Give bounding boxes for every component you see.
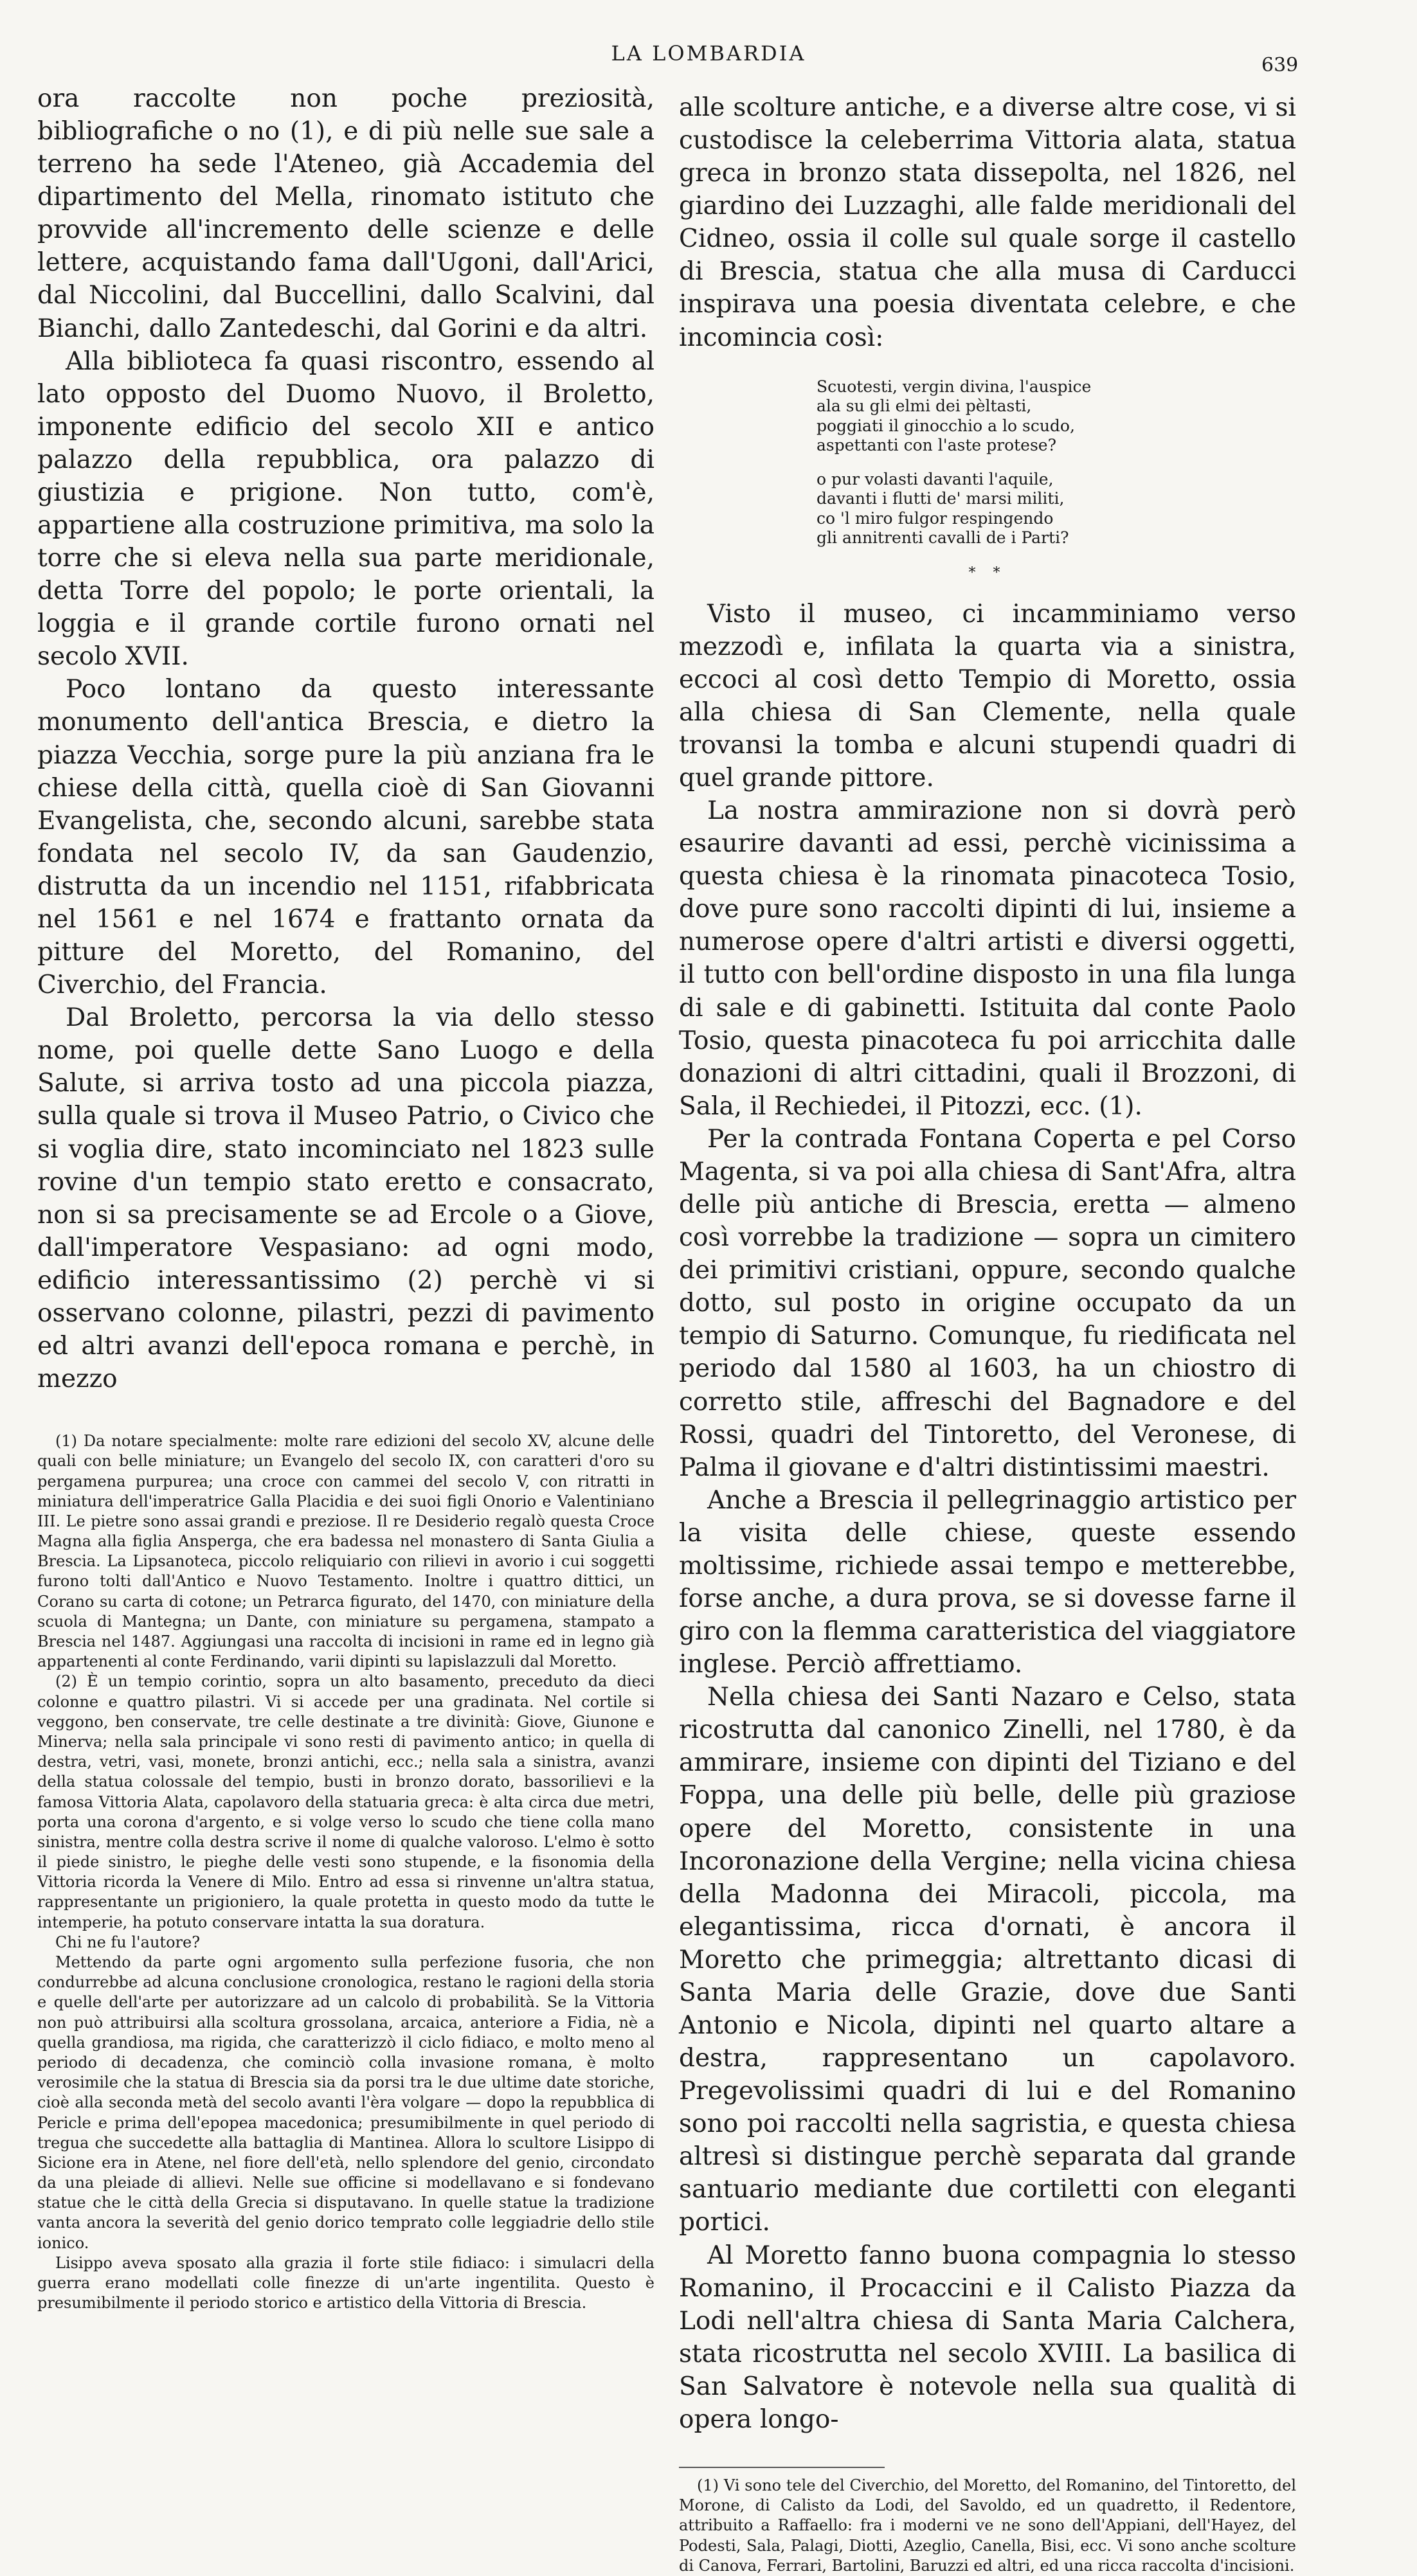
poem-line: co 'l miro fulgor respingendo (817, 508, 1054, 528)
paragraph-calchera: Al Moretto fanno buona compagnia lo stesso Romanino, il Procaccini e il Calisto Piazza da Lodi nell'altra chiesa di Santa Maria Calchera, stata ricostrutta nel secolo XVIII. La basilica di San Salvatore è notevole nella sua qualità di opera longo- (679, 2241, 1296, 2434)
poem-line: o pur volasti davanti l'aquile, (817, 469, 1054, 488)
poem-line: poggiati il ginocchio a lo scudo, (817, 416, 1075, 435)
poem-line: Scuotesti, vergin divina, l'auspice (817, 377, 1092, 396)
footnote-1: (1) Da notare specialmente: molte rare edizioni del secolo XV, alcune delle quali con belle miniature; un Evangelo del secolo IX, con caratteri d'oro su pergamena purpurea; una croce con cammei del secolo V, con ritratti in miniatura dell'imperatrice Galla Placidia e dei suoi figli Onorio e Valentiniano III. Le pietre sono assai grandi e preziose. Il re Desiderio regalò questa Croce Magna alla figlia Ansperga, che era badessa nel monastero di Santa Giulia a Brescia. La Lipsanoteca, piccolo reliquiario con rilievi in avorio i cui soggetti furono tolti dall'Antico e Nuovo Testamento. Inoltre i quattro dittici, un Corano su carta di cotone; un Petrarca figurato, del 1470, con miniature della scuola di Mantegna; un Dante, con miniature su pergamena, stampato a Brescia nel 1487. Aggiungasi una raccolta di incisioni in rame ed in legno già appartenenti al conte Ferdinando, varii dipinti su lapislazzuli dal Moretto. (37, 1432, 654, 1671)
running-head: LA LOMBARDIA (611, 41, 806, 66)
poem-line: aspettanti con l'aste protese? (817, 436, 1056, 455)
paragraph-san-clemente: Visto il museo, ci incamminiamo verso mezzodì e, infilata la quarta via a sinistra, eccoci al così detto Tempio di Moretto, ossia alla chiesa di San Clemente, nella quale trovansi la tomba e alcuni stupendi quadri di quel grande pittore. (679, 599, 1296, 793)
poem-stanza (817, 470, 1296, 548)
page-number: 639 (1261, 54, 1299, 76)
paragraph-san-giovanni: Poco lontano da questo interessante monumento dell'antica Brescia, e dietro la piazza Vecchia, sorge pure la più anziana fra le chiese della città, quella cioè di San Giovanni Evangelista, che, secondo alcuni, sarebbe stata fondata nel secolo IV, da san Gaudenzio, distrutta da un incendio nel 1151, rifabbricata nel 1561 e nel 1674 e frattanto ornata da pitture del Moretto, del Romanino, del Civerchio, del Francia. (37, 675, 654, 1000)
left-column (37, 82, 654, 2313)
right-column (679, 91, 1296, 2576)
left-footnotes (37, 1431, 654, 2313)
paragraph-pinacoteca-tosio: La nostra ammirazione non si dovrà però esaurire davanti ad essi, perchè vicinissima a questa chiesa è la rinomata pinacoteca Tosio, dove pure sono raccolti dipinti di lui, insieme a numerose opere d'altri artisti e diversi oggetti, il tutto con bell'ordine disposto in una fila lunga di sale e di gabinetti. Istituita dal conte Paolo Tosio, questa pinacoteca fu poi arricchita dalle donazioni di altri cittadini, quali il Brozzoni, di Sala, il Rechiedei, il Pitozzi, ecc. (1). (679, 796, 1296, 1121)
footnote-question: Chi ne fu l'autore? (55, 1933, 201, 1951)
poem-line: gli annitrenti cavalli de i Parti? (817, 528, 1069, 548)
footnote-2: (2) È un tempio corintio, sopra un alto basamento, preceduto da dieci colonne e quattro pilastri. Vi si accede per una gradinata. Nel cortile si veggono, ben conservate, tre celle destinate a tre divinità: Giove, Giunone e Minerva; nella sala principale vi sono resti di pavimento antico; in quella di destra, vetri, vasi, monete, bronzi antichi, ecc.; nella sala a sinistra, avanzi della statua colossale del tempio, busti in bronzo dorato, bassorilievi e la famosa Vittoria Alata, capolavoro della statuaria greca: è alta circa due metri, porta una corona d'argento, e si volge verso lo scudo che tiene colla mano sinistra, mentre colla destra scrive il nome di qualche valoroso. L'elmo è sotto il piede sinistro, le pieghe delle vesti sono stupende, e la fisonomia della Vittoria ricorda la Venere di Milo. Entro ad essa si rinvenne un'altra statua, rappresentante un prigioniero, la quale protetta in questo modo da tutte le intemperie, ha potuto conservare intatta la sua doratura. (37, 1672, 654, 1931)
paragraph-nazaro-celso: Nella chiesa dei Santi Nazaro e Celso, stata ricostrutta dal canonico Zinelli, nel 1780, è da ammirare, insieme con dipinti del Tiziano e del Foppa, una delle più belle, delle più graziose opere del Moretto, consistente in una Incoronazione della Vergine; nella vicina chiesa della Madonna dei Miracoli, piccola, ma elegantissima, ricca d'ornati, è ancora il Moretto che primeggia; altrettanto dicasi di Santa Maria delle Grazie, dove due Santi Antonio e Nicola, dipinti nel quarto altare a destra, rappresentano un capolavoro. Pregevolissimi quadri di lui e del Romanino sono poi raccolti nella sagristia, e questa chiesa altresì si distingue perchè separata dal grande santuario mediante due cortiletti con eleganti portici. (679, 1683, 1296, 2237)
footnote-pinacoteca: (1) Vi sono tele del Civerchio, del Moretto, del Romanino, del Tintoretto, del Morone, di Calisto da Lodi, del Savoldo, ed un quadretto, il Redentore, attribuito a Raffaello: fra i moderni ve ne sono dell'Appiani, dell'Hayez, del Podesti, Sala, Palagi, Diotti, Azeglio, Canella, Bisi, ecc. Vi sono anche scolture di Canova, Ferrari, Bartolini, Baruzzi ed altri, ed una ricca raccolta d'incisioni. (679, 2476, 1296, 2575)
paragraph-athenaeum: ora raccolte non poche preziosità, bibliografiche o no (1), e di più nelle sue sale a terreno ha sede l'Ateneo, già Accademia del dipartimento del Mella, rinomato istituto che provvide all'incremento delle scienze e delle lettere, acquistando fama dall'Ugoni, dall'Arici, dal Niccolini, dal Buccellini, dallo Scalvini, dal Bianchi, dallo Zantedeschi, dal Gorini e da altri. (37, 84, 654, 343)
paragraph-vittoria-alata: alle scolture antiche, e a diverse altre cose, vi si custodisce la celeberrima Vittoria alata, statua greca in bronzo stata dissepolta, nel 1826, nel giardino dei Luzzaghi, alle falde meridionali del Cidneo, ossia il colle sul quale sorge il castello di Brescia, statua che alla musa di Carducci inspirava una poesia diventata celebre, e che incomincia così: (679, 93, 1296, 352)
poem-line: ala su gli elmi dei pèltasti, (817, 397, 1032, 416)
paragraph-pellegrinaggio: Anche a Brescia il pellegrinaggio artistico per la visita delle chiese, queste essendo moltissime, richiede assai tempo e metterebbe, forse anche, a dura prova, se si dovesse farne il giro con la flemma caratteristica del viaggiatore inglese. Perciò affrettiamo. (679, 1485, 1296, 1679)
footnote-authorship: Mettendo da parte ogni argomento sulla perfezione fusoria, che non condurrebbe ad alcuna conclusione cronologica, restano le ragioni della storia e quelle dell'arte per autorizzare ad un calcolo di probabilità. Se la Vittoria non può attribuirsi alla scoltura grossolana, arcaica, anteriore a Fidia, nè a quella grandiosa, ma rigida, che caratterizzò il ciclo fidiaco, e molto meno al periodo di decadenza, che cominciò colla invasione romana, è molto verosimile che la statua di Brescia sia da porsi tra le due ultime date storiche, cioè alla seconda metà del secolo avanti l'èra volgare — dopo la repubblica di Pericle e prima dell'epopea macedonica; presumibilmente in quel periodo di tregua che succedette alla battaglia di Mantinea. Allora lo scultore Lisippo di Sicione era in Atene, nel fiore dell'età, nello splendore del genio, circondato da una pleiade di allievi. Nelle sue officine si modellavano e si fondevano statue che le città della Grecia si disputavano. In quelle statue la tradizione vanta ancora la severità del genio dorico temprato colle leggiadrie dello stile ionico. (37, 1953, 654, 2252)
footnote-rule (679, 2467, 885, 2468)
poem-quotation (817, 377, 1296, 548)
poem-stanza (817, 377, 1296, 456)
footnote-lisippo: Lisippo aveva sposato alla grazia il forte stile fidiaco: i simulacri della guerra erano modellati colle finezze di un'arte ingentilita. Questo è presumibilmente il periodo storico e artistico della Vittoria di Brescia. (37, 2253, 654, 2312)
paragraph-museo-patrio: Dal Broletto, percorsa la via dello stesso nome, poi quelle dette Sano Luogo e della Salute, si arriva tosto ad una piccola piazza, sulla quale si trova il Museo Patrio, o Civico che si voglia dire, stato incominciato nel 1823 sulle rovine d'un tempio stato eretto e consacrato, non si sa precisamente se ad Ercole o a Giove, dall'imperatore Vespasiano: ad ogni modo, edificio interessantissimo (2) perchè vi si osservano colonne, pilastri, pezzi di pavimento ed altri avanzi dell'epoca romana e perchè, in mezzo (37, 1003, 654, 1394)
section-separator: * * (968, 564, 1007, 581)
paragraph-sant-afra: Per la contrada Fontana Coperta e pel Corso Magenta, si va poi alla chiesa di Sant'Afra, altra delle più antiche di Brescia, eretta — almeno così vorrebbe la tradizione — sopra un cimitero dei primitivi cristiani, oppure, secondo qualche dotto, sul posto in origine occupato da un tempio di Saturno. Comunque, fu riedificata nel periodo dal 1580 al 1603, ha un chiostro di corretto stile, affreschi del Bagnadore e del Rossi, quadri del Tintoretto, del Veronese, di Palma il giovane e d'altri distintissimi maestri. (679, 1124, 1296, 1482)
poem-line: davanti i flutti de' marsi militi, (817, 489, 1065, 508)
paragraph-broletto: Alla biblioteca fa quasi riscontro, essendo al lato opposto del Duomo Nuovo, il Broletto, imponente edificio del secolo XII e antico palazzo della repubblica, ora palazzo di giustizia e prigione. Non tutto, com'è, appartiene alla costruzione primitiva, ma solo la torre che si eleva nella sua parte meridionale, detta Torre del popolo; le porte orientali, la loggia e il grande cortile furono ornati nel secolo XVII. (37, 346, 654, 672)
